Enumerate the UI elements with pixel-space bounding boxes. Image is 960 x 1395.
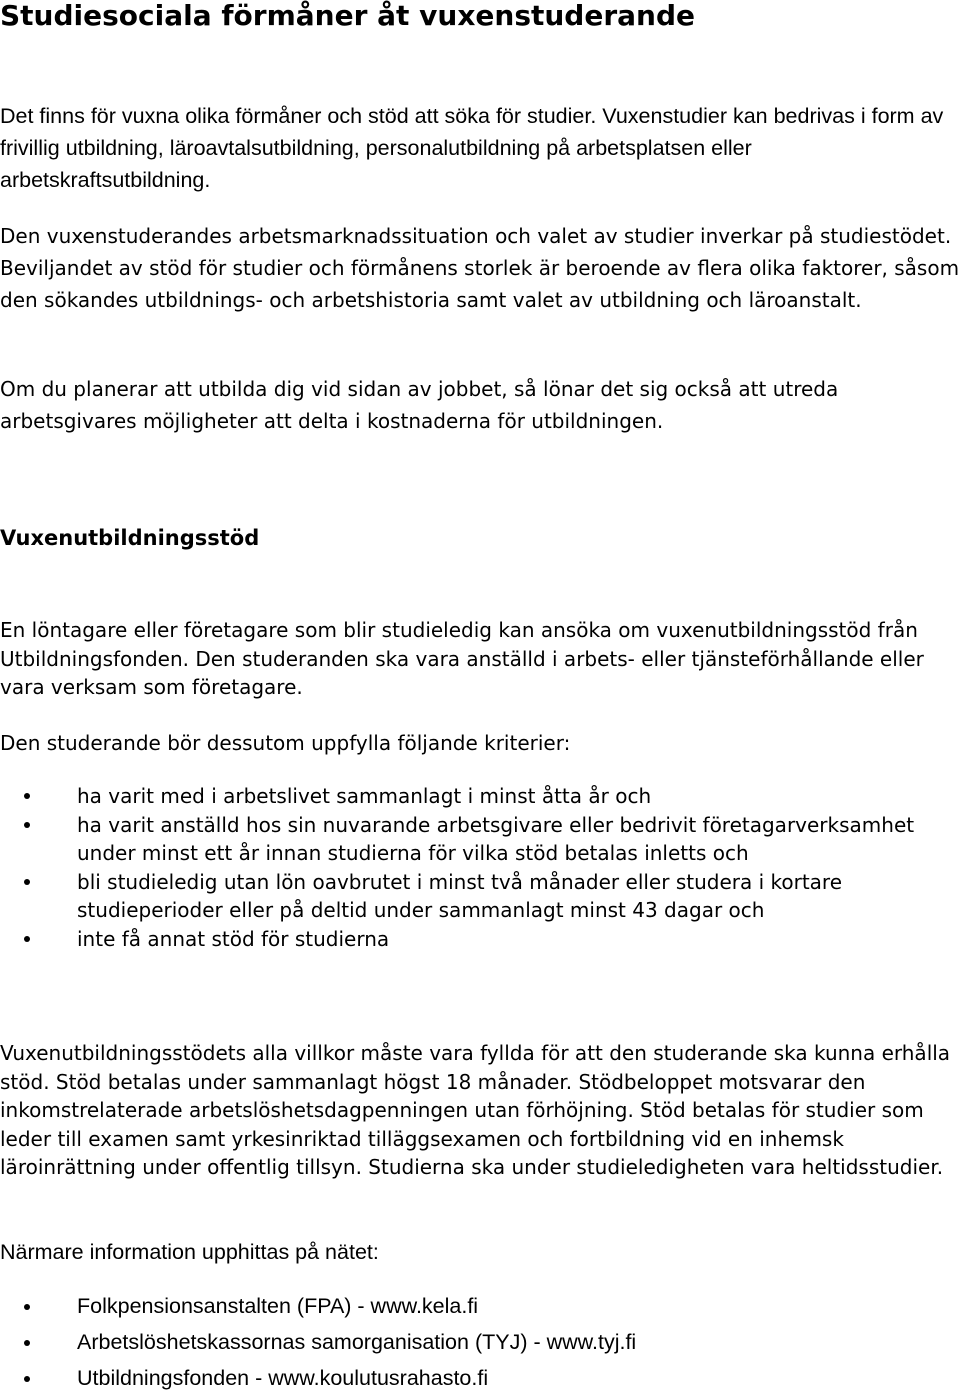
more-info-links — [0, 1290, 960, 1394]
employer-paragraph: Om du planerar att utbilda dig vid sidan av jobbet, så lönar det sig också att utreda arbetsgivares möjligheter att delta i kostnaderna för utbildningen. — [0, 377, 839, 433]
link-item-tyj[interactable]: Arbetslöshetskassornas samorganisation (TYJ) - www.tyj.fi — [0, 1326, 960, 1358]
criteria-item: bli studieledig utan lön oavbrutet i minst två månader eller studera i kortare studieperioder eller på deltid under sammanlagt minst 43 dagar och — [0, 868, 960, 925]
conditions-paragraph: Vuxenutbildningsstödets alla villkor måste vara fyllda för att den studerande ska kunna erhålla stöd. Stöd betalas under sammanlagt högst 18 månader. Stödbeloppet motsvarar den inkomstrelaterade arbetslöshetsdagpenningen utan förhöjning. Stöd betalas för studier som leder till examen samt yrkesinriktad tilläggsexamen och fortbildning vid en inhemsk läroinrättning under offentlig tillsyn. Studierna ska under studieledigheten vara heltidsstudier. — [0, 1041, 951, 1179]
criteria-list — [0, 782, 960, 953]
intro-paragraph: Det finns för vuxna olika förmåner och stöd att söka för studier. Vuxenstudier kan bedrivas i form av frivillig utbildning, läroavtalsutbildning, personalutbildning på arbetsplatsen eller arbetskraftsutbildning. — [0, 104, 944, 192]
criteria-item: ha varit anställd hos sin nuvarande arbetsgivare eller bedrivit företagarverksamhet under minst ett år innan studierna för vilka stöd betalas inletts och — [0, 811, 960, 868]
link-item-koulutusrahasto[interactable]: Utbildningsfonden - www.koulutusrahasto.fi — [0, 1362, 960, 1394]
situation-paragraph: Den vuxenstuderandes arbetsmarknadssituation och valet av studier inverkar på studiestödet. Beviljandet av stöd för studier och förmånens storlek är beroende av flera olika faktorer, såsom den sökandes utbildnings- och arbetshistoria samt valet av utbildning och läroanstalt. — [0, 224, 960, 312]
link-item-kela[interactable]: Folkpensionsanstalten (FPA) - www.kela.fi — [0, 1290, 960, 1322]
criteria-item: inte få annat stöd för studierna — [0, 925, 960, 954]
eligibility-paragraph: En löntagare eller företagare som blir studieledig kan ansöka om vuxenutbildningsstöd från Utbildningsfonden. Den studeranden ska vara anställd i arbets- eller tjänsteförhållande eller vara verksam som företagare. — [0, 618, 924, 699]
more-info-intro: Närmare information upphittas på nätet: — [0, 1240, 379, 1264]
page-title: Studiesociala förmåner åt vuxenstuderande — [0, 0, 696, 32]
section-heading: Vuxenutbildningsstöd — [0, 526, 260, 550]
criteria-intro: Den studerande bör dessutom uppfylla följande kriterier: — [0, 731, 571, 755]
criteria-item: ha varit med i arbetslivet sammanlagt i minst åtta år och — [0, 782, 960, 811]
